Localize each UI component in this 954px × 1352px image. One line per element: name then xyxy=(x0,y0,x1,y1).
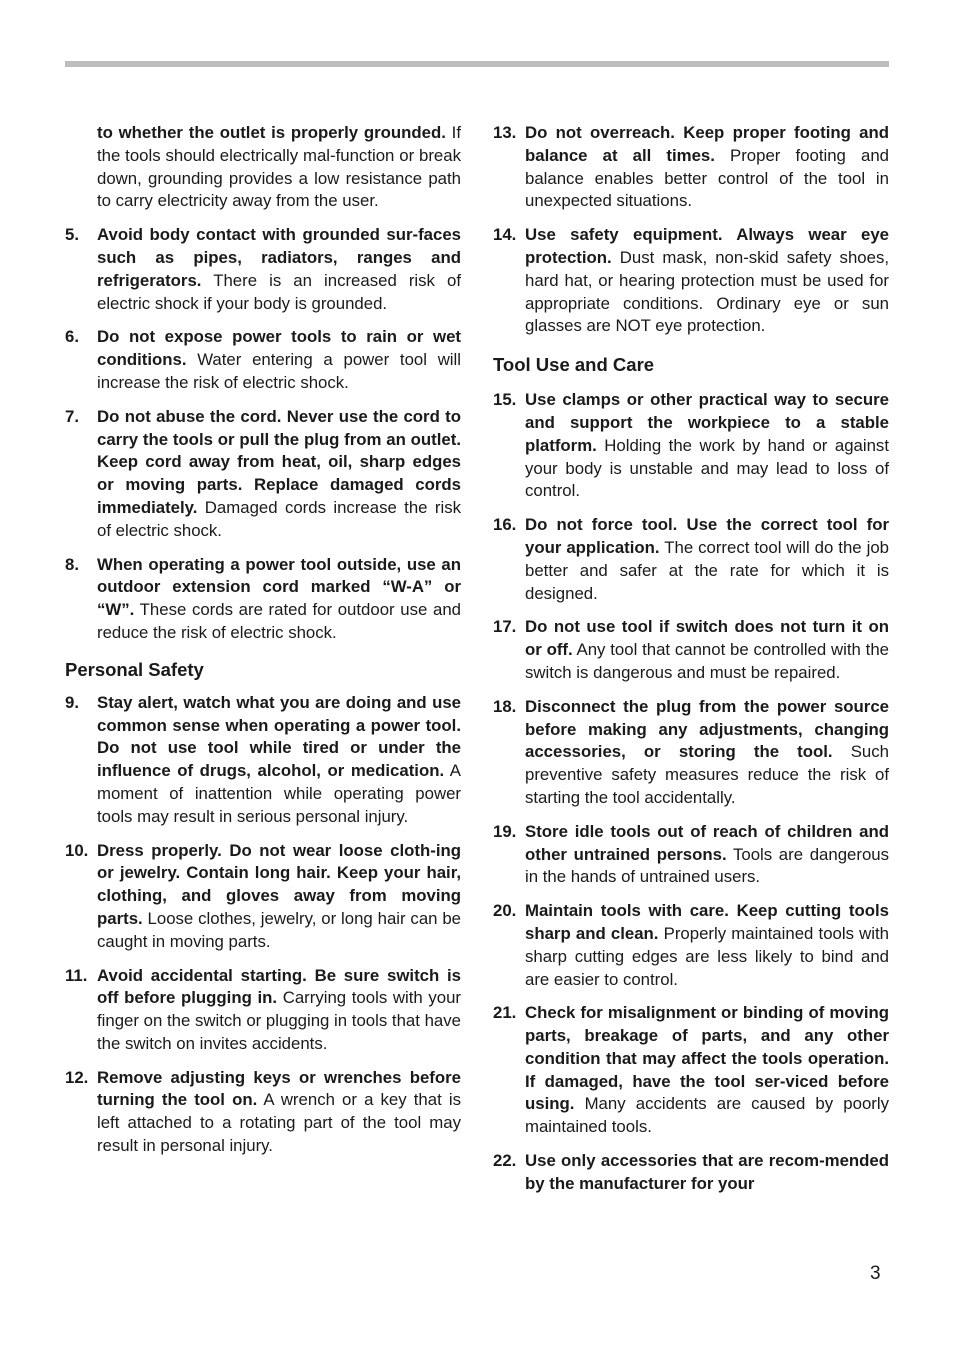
item-bold-text: Use only accessories that are recom-mended by the manufacturer for your xyxy=(525,1151,889,1193)
item-number: 10. xyxy=(65,840,89,860)
item-text: Carrying tools with your finger on the switch or plugging in tools that have the switch on invites accidents. xyxy=(97,988,461,1053)
item-text: Many accidents are caused by poorly maintained tools. xyxy=(525,1094,889,1137)
list-item xyxy=(65,692,461,829)
item-text: Damaged cords increase the risk of electric shock. xyxy=(97,497,461,540)
list-item xyxy=(493,122,889,213)
item-bold-text: Maintain tools with care. Keep cutting tools sharp and clean. xyxy=(525,901,889,943)
item-text: A moment of inattention while operating power tools may result in serious personal injury. xyxy=(97,761,461,826)
right-items-b xyxy=(493,389,889,1196)
list-item xyxy=(493,514,889,605)
item-bold-text: Stay alert, watch what you are doing and use common sense when operating a power tool. Do not use tool while tired or under the influence of drugs, alcohol, or medication. xyxy=(97,692,461,781)
list-item xyxy=(65,554,461,645)
item-bold-text: Use clamps or other practical way to secure and support the workpiece to a stable platform. xyxy=(525,390,889,455)
continued-text: If the tools should electrically mal-function or break down, grounding provides a low resistance path to carry electricity away from the user. xyxy=(97,123,461,211)
item-number: 9. xyxy=(65,692,79,712)
item-bold-text: Do not use tool if switch does not turn it on or off. xyxy=(525,617,889,660)
item-number: 18. xyxy=(493,696,517,716)
item-number: 19. xyxy=(493,821,517,841)
item-number: 14. xyxy=(493,225,517,245)
item-text: Proper footing and balance enables better control of the tool in unexpected situations. xyxy=(525,145,889,211)
item-number: 8. xyxy=(65,554,79,574)
item-bold-text: Do not abuse the cord. Never use the cord to carry the tools or pull the plug from an outlet. Keep cord away from heat, oil, sharp edges or moving parts. Replace damaged cords immediately. xyxy=(97,406,461,517)
item-body xyxy=(525,1150,889,1196)
item-bold-text: Do not force tool. Use the correct tool for your application. xyxy=(525,515,889,557)
section-title-tool-use-and-care: Tool Use and Care xyxy=(493,354,655,376)
item-body xyxy=(525,900,889,991)
item-text: A wrench or a key that is left attached to a rotating part of the tool may result in personal injury. xyxy=(97,1090,461,1156)
item-body xyxy=(525,224,889,338)
item-text: Properly maintained tools with sharp cutting edges are less likely to bind and are easier to control. xyxy=(525,923,889,989)
list-item xyxy=(493,224,889,338)
item-bold-text: Store idle tools out of reach of children and other untrained persons. xyxy=(525,821,889,864)
list-item xyxy=(493,696,889,810)
item-number: 20. xyxy=(493,901,517,921)
item-bold-text: Do not overreach. Keep proper footing and balance at all times. xyxy=(525,123,889,165)
item-number: 5. xyxy=(65,225,79,245)
header-rule xyxy=(65,61,889,67)
right-column xyxy=(493,122,889,1207)
item-body xyxy=(97,965,461,1056)
item-body xyxy=(525,514,889,605)
item-text: Such preventive safety measures reduce the risk of starting the tool accidentally. xyxy=(525,742,889,807)
item-body xyxy=(525,616,889,684)
continued-paragraph xyxy=(65,122,461,213)
item-text: Dust mask, non-skid safety shoes, hard hat, or hearing protection must be used for appropriate conditions. Ordinary eye or sun glasses are NOT eye protection. xyxy=(525,247,889,336)
item-body xyxy=(97,406,461,543)
continued-bold: to whether the outlet is properly grounded. xyxy=(97,123,446,142)
item-bold-text: Dress properly. Do not wear loose cloth-ing or jewelry. Contain long hair. Keep your hair, clothing, and gloves away from moving parts. xyxy=(97,840,461,928)
item-text: Any tool that cannot be controlled with the switch is dangerous and must be repaired. xyxy=(525,640,889,682)
section-title-personal-safety: Personal Safety xyxy=(65,658,204,680)
list-item xyxy=(65,224,461,315)
item-number: 15. xyxy=(493,390,517,410)
list-item xyxy=(65,326,461,394)
page-number: 3 xyxy=(870,1263,881,1284)
item-number: 13. xyxy=(493,123,517,142)
item-number: 17. xyxy=(493,617,517,637)
left-items-b xyxy=(65,692,461,1158)
item-number: 6. xyxy=(65,327,79,347)
item-number: 21. xyxy=(493,1003,517,1023)
item-body xyxy=(525,1002,889,1139)
item-body xyxy=(97,554,461,645)
list-item xyxy=(493,1150,889,1196)
item-bold-text: Avoid accidental starting. Be sure switch is off before plugging in. xyxy=(97,965,461,1008)
list-item xyxy=(493,821,889,889)
item-number: 7. xyxy=(65,406,79,426)
list-item xyxy=(65,965,461,1056)
list-item xyxy=(65,1067,461,1158)
right-items-a xyxy=(493,122,889,338)
item-number: 11. xyxy=(65,965,88,985)
item-body xyxy=(525,389,889,503)
item-bold-text: Avoid body contact with grounded sur-faces such as pipes, radiators, ranges and refrigerators. xyxy=(97,225,461,290)
list-item xyxy=(65,406,461,543)
item-number: 16. xyxy=(493,515,517,535)
list-item xyxy=(493,389,889,503)
item-body xyxy=(97,692,461,829)
item-body xyxy=(97,840,461,954)
item-text: Tools are dangerous in the hands of untrained users. xyxy=(525,844,890,887)
item-bold-text: Check for misalignment or binding of moving parts, breakage of parts, and any other condition that may affect the tools operation. If damaged, have the tool ser-viced before using. xyxy=(525,1003,889,1114)
item-text: These cords are rated for outdoor use and reduce the risk of electric shock. xyxy=(97,600,461,642)
item-body xyxy=(97,1067,461,1158)
item-bold-text: Remove adjusting keys or wrenches before turning the tool on. xyxy=(97,1067,461,1110)
item-bold-text: When operating a power tool outside, use an outdoor extension cord marked “W-A” or “W”. xyxy=(97,554,461,620)
item-number: 12. xyxy=(65,1067,89,1087)
item-text: The correct tool will do the job better and safer at the rate for which it is designed. xyxy=(525,537,889,603)
item-number: 22. xyxy=(493,1151,517,1171)
item-bold-text: Use safety equipment. Always wear eye protection. xyxy=(525,225,889,267)
item-body xyxy=(525,122,889,213)
item-body xyxy=(97,224,461,315)
item-text: Water entering a power tool will increase the risk of electric shock. xyxy=(97,350,461,392)
list-item xyxy=(65,840,461,954)
item-body xyxy=(97,326,461,394)
left-column xyxy=(65,122,461,1169)
item-text: There is an increased risk of electric shock if your body is grounded. xyxy=(97,270,461,313)
item-text: Loose clothes, jewelry, or long hair can be caught in moving parts. xyxy=(97,908,461,951)
left-items-a xyxy=(65,224,461,645)
item-body xyxy=(525,696,889,810)
list-item xyxy=(493,1002,889,1139)
list-item xyxy=(493,900,889,991)
item-bold-text: Do not expose power tools to rain or wet conditions. xyxy=(97,327,461,370)
item-text: Holding the work by hand or against your body is unstable and may lead to loss of control. xyxy=(525,435,889,501)
item-body xyxy=(525,821,889,889)
list-item xyxy=(493,616,889,684)
item-bold-text: Disconnect the plug from the power source before making any adjustments, changing accessories, or storing the tool. xyxy=(525,696,889,762)
